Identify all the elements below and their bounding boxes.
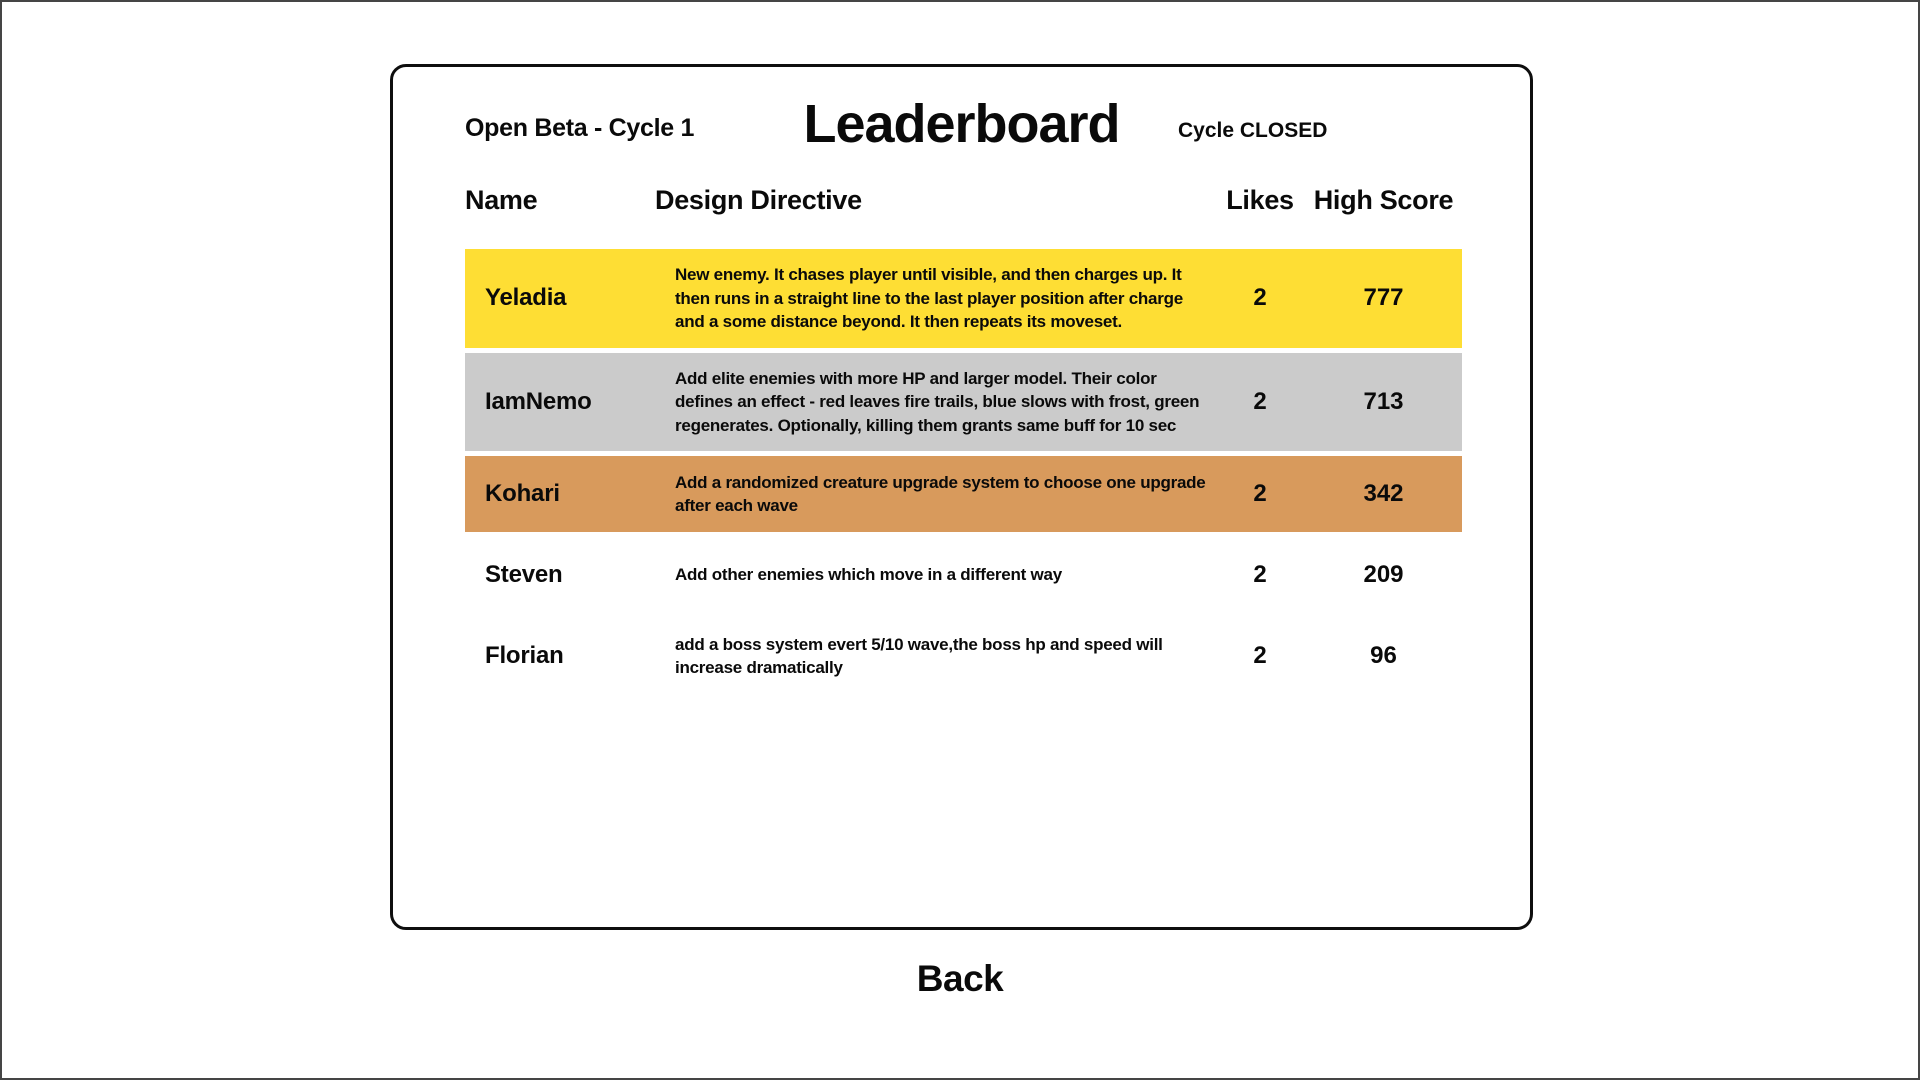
high-score-value: 342 (1363, 480, 1404, 507)
player-name: Steven (485, 561, 563, 588)
column-header-name: Name (465, 184, 538, 215)
table-row (465, 456, 1462, 532)
design-directive: Add a randomized creature upgrade system to choose one upgrade after each wave (675, 472, 1206, 515)
page-title: Leaderboard (803, 94, 1120, 154)
likes-count: 2 (1253, 387, 1267, 415)
design-directive: New enemy. It chases player until visible, and then charges up. It then runs in a straight line to the last player position after charge and a some distance beyond. It then repeats its moveset. (675, 265, 1183, 331)
player-name: Yeladia (485, 284, 567, 312)
high-score-value: 209 (1363, 561, 1404, 588)
table-row (465, 249, 1462, 348)
column-header-likes: Likes (1226, 184, 1294, 215)
likes-count: 2 (1253, 561, 1267, 588)
design-directive: add a boss system evert 5/10 wave,the boss hp and speed will increase dramatically (675, 634, 1163, 677)
player-name: Florian (485, 642, 564, 669)
player-name: IamNemo (485, 387, 592, 415)
high-score-value: 777 (1363, 284, 1404, 312)
design-directive: Add elite enemies with more HP and larger model. Their color defines an effect - red leaves fire trails, blue slows with frost, green regenerates. Optionally, killing them grants same buff for 10 sec (675, 368, 1200, 435)
likes-count: 2 (1253, 480, 1267, 507)
table-row (465, 353, 1462, 452)
leaderboard-table (465, 183, 1462, 699)
column-header-high-score: High Score (1313, 184, 1454, 215)
cycle-status: Cycle CLOSED (1178, 119, 1328, 142)
cycle-label: Open Beta - Cycle 1 (465, 114, 695, 142)
design-directive: Add other enemies which move in a different way (675, 565, 1062, 585)
high-score-value: 713 (1363, 387, 1404, 415)
player-name: Kohari (485, 480, 560, 507)
likes-count: 2 (1253, 284, 1267, 312)
high-score-value: 96 (1370, 642, 1397, 669)
table-row (465, 618, 1462, 694)
table-body (465, 249, 1462, 694)
column-header-directive: Design Directive (655, 184, 862, 215)
table-row (465, 537, 1462, 613)
back-button[interactable]: Back (2, 958, 1918, 1000)
likes-count: 2 (1253, 642, 1267, 669)
leaderboard-panel (390, 64, 1533, 930)
table-header-row (465, 183, 1462, 217)
